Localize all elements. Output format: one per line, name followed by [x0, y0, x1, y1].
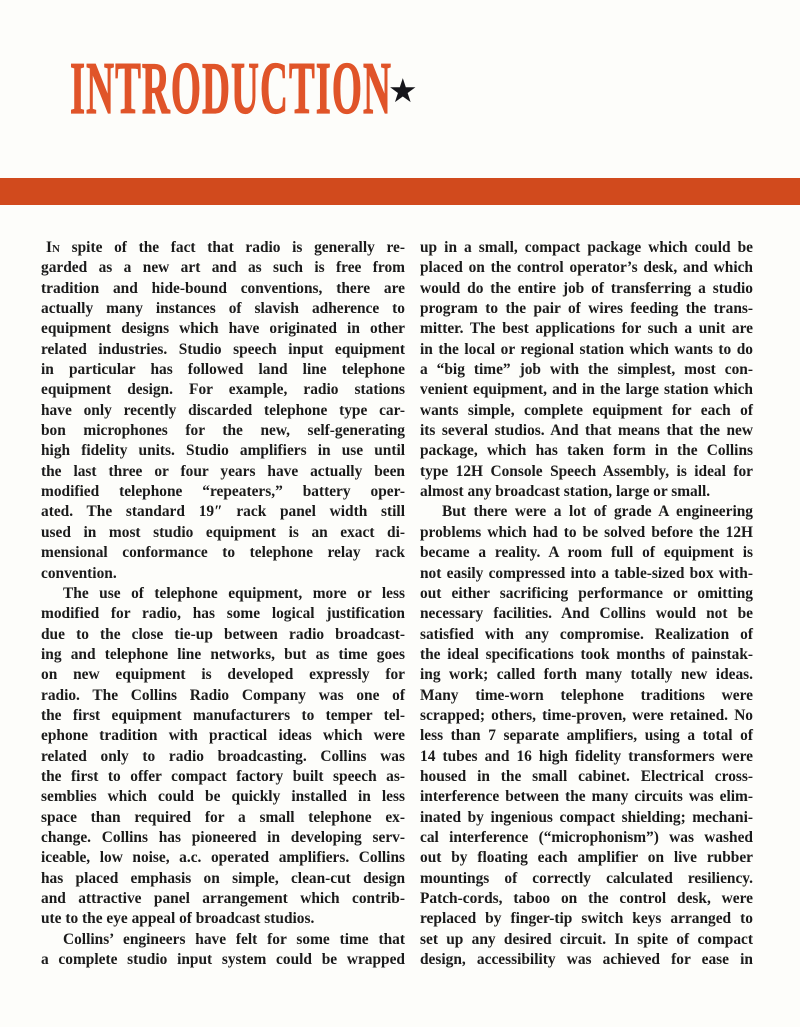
text-line: became a reality. A room full of equipment is	[420, 544, 753, 562]
text-line: out either sacrificing performance or omitting	[420, 584, 753, 602]
text-line: almost any broadcast station, large or small.	[420, 483, 711, 501]
text-line: iceable, low noise, a.c. operated amplifiers. Collins	[41, 849, 405, 867]
text-line: design, accessibility was achieved for ease in	[420, 951, 753, 969]
text-line: mountings of correctly calculated resiliency.	[420, 869, 753, 887]
text-line: actually many instances of slavish adherence to	[41, 300, 405, 318]
left-column	[41, 238, 405, 970]
text-line: Patch-cords, taboo on the control desk, were	[420, 890, 753, 907]
page-title	[70, 48, 686, 130]
text-line: bon microphones for the new, self-generating	[41, 422, 405, 440]
text-line: related only to radio broadcasting. Collins was	[41, 747, 405, 765]
text-line: out by floating each amplifier on live rubber	[420, 849, 753, 867]
text-line: high fidelity units. Studio amplifiers in use until	[41, 442, 405, 460]
text-line: But there were a lot of grade A engineering	[442, 503, 753, 521]
text-line: has placed emphasis on simple, clean-cut design	[41, 869, 405, 887]
text-line: replaced by finger-tip switch keys arranged to	[420, 910, 753, 928]
text-line: and attractive panel arrangement which contrib-	[41, 890, 405, 907]
text-line: up in a small, compact package which could be	[420, 239, 753, 256]
text-line: The use of telephone equipment, more or less	[63, 584, 405, 602]
text-line: set up any desired circuit. In spite of compact	[420, 930, 753, 948]
text-line: scrapped; others, time-proven, were retained. No	[420, 706, 753, 724]
divider-band	[0, 178, 800, 205]
text-line: modified for radio, has some logical justification	[41, 605, 405, 623]
title-row	[70, 48, 686, 132]
text-line: In spite of the fact that radio is generally re-	[46, 239, 405, 256]
text-line: related industries. Studio speech input equipment	[41, 340, 405, 358]
text-line: modified telephone “repeaters,” battery oper-	[41, 483, 405, 501]
text-line: Collins’ engineers have felt for some time that	[63, 930, 405, 948]
text-line: the last three or four years have actually been	[41, 462, 405, 480]
text-line: ute to the eye appeal of broadcast studios.	[41, 910, 315, 928]
small-caps-lead: In	[46, 239, 60, 256]
text-line: venient equipment, and in the large station which	[420, 381, 753, 399]
text-line: radio. The Collins Radio Company was one of	[41, 686, 405, 704]
text-line: garded as a new art and as such is free from	[41, 259, 405, 277]
text-line: ated. The standard 19″ rack panel width still	[41, 503, 405, 521]
text-line: the first to offer compact factory built speech as-	[41, 767, 405, 785]
text-line: equipment design. For example, radio stations	[41, 381, 405, 399]
text-line: inated by ingenious compact shielding; mechani-	[420, 808, 753, 826]
right-column	[420, 238, 753, 970]
text-line: mitter. The best applications for such a unit are	[420, 320, 753, 338]
text-line: placed on the control operator’s desk, and which	[420, 259, 753, 277]
text-line: mensional conformance to telephone relay rack	[41, 544, 405, 562]
text-line: less than 7 separate amplifiers, using a total of	[420, 727, 753, 745]
text-line: housed in the small cabinet. Electrical cross-	[420, 767, 753, 785]
text-line: ing work; called forth many totally new ideas.	[420, 666, 753, 684]
page-title-text: INTRODUCTION	[70, 48, 392, 130]
text-line: due to the close tie-up between radio broadcast-	[41, 625, 405, 643]
text-line: satisfied with any compromise. Realization of	[420, 625, 753, 643]
text-line: space than required for a small telephone ex-	[41, 808, 405, 826]
text-line: equipment designs which have originated in other	[41, 320, 405, 338]
text-line: ephone tradition with practical ideas which were	[41, 727, 405, 745]
text-line: its several studios. And that means that the new	[420, 422, 753, 440]
text-line: cal interference (“microphonism”) was washed	[420, 828, 753, 846]
text-line: the ideal specifications took months of painstak-	[420, 645, 753, 663]
text-line: the first equipment manufacturers to temper tel-	[41, 706, 405, 724]
text-line: program to the pair of wires feeding the trans-	[420, 300, 753, 318]
star-icon: ★	[388, 71, 418, 110]
text-line: problems which had to be solved before the 12H	[420, 523, 753, 541]
text-line: Many time-worn telephone traditions were	[420, 686, 753, 704]
text-line: ing and telephone line networks, but as time goes	[41, 645, 405, 663]
text-line: a “big time” job with the simplest, most con-	[420, 361, 753, 379]
text-line: tradition and hide-bound conventions, there are	[41, 279, 405, 297]
text-line: semblies which could be quickly installed in less	[41, 788, 405, 806]
text-line: used in most studio equipment is an exact di-	[41, 523, 405, 541]
text-line: wants simple, complete equipment for each of	[420, 401, 753, 419]
text-line: interference between the many circuits was elim-	[420, 788, 753, 806]
text-line: change. Collins has pioneered in developing serv-	[41, 828, 405, 846]
text-line: type 12H Console Speech Assembly, is ideal for	[420, 462, 753, 480]
text-line: in the local or regional station which wants to do	[420, 340, 753, 358]
text-line: a complete studio input system could be wrapped	[41, 951, 405, 969]
text-line: in particular has followed land line telephone	[41, 361, 405, 379]
text-line: on new equipment is developed expressly for	[41, 666, 405, 684]
text-line: package, which has taken form in the Collins	[420, 442, 753, 460]
text-line: would do the entire job of transferring a studio	[420, 279, 753, 297]
text-line: have only recently discarded telephone type car-	[41, 401, 405, 419]
text-line: not easily compressed into a table-sized box with-	[420, 564, 753, 582]
text-line: convention.	[41, 564, 117, 582]
text-line: 14 tubes and 16 high fidelity transformers were	[420, 747, 753, 765]
text-line: necessary facilities. And Collins would not be	[420, 605, 753, 623]
